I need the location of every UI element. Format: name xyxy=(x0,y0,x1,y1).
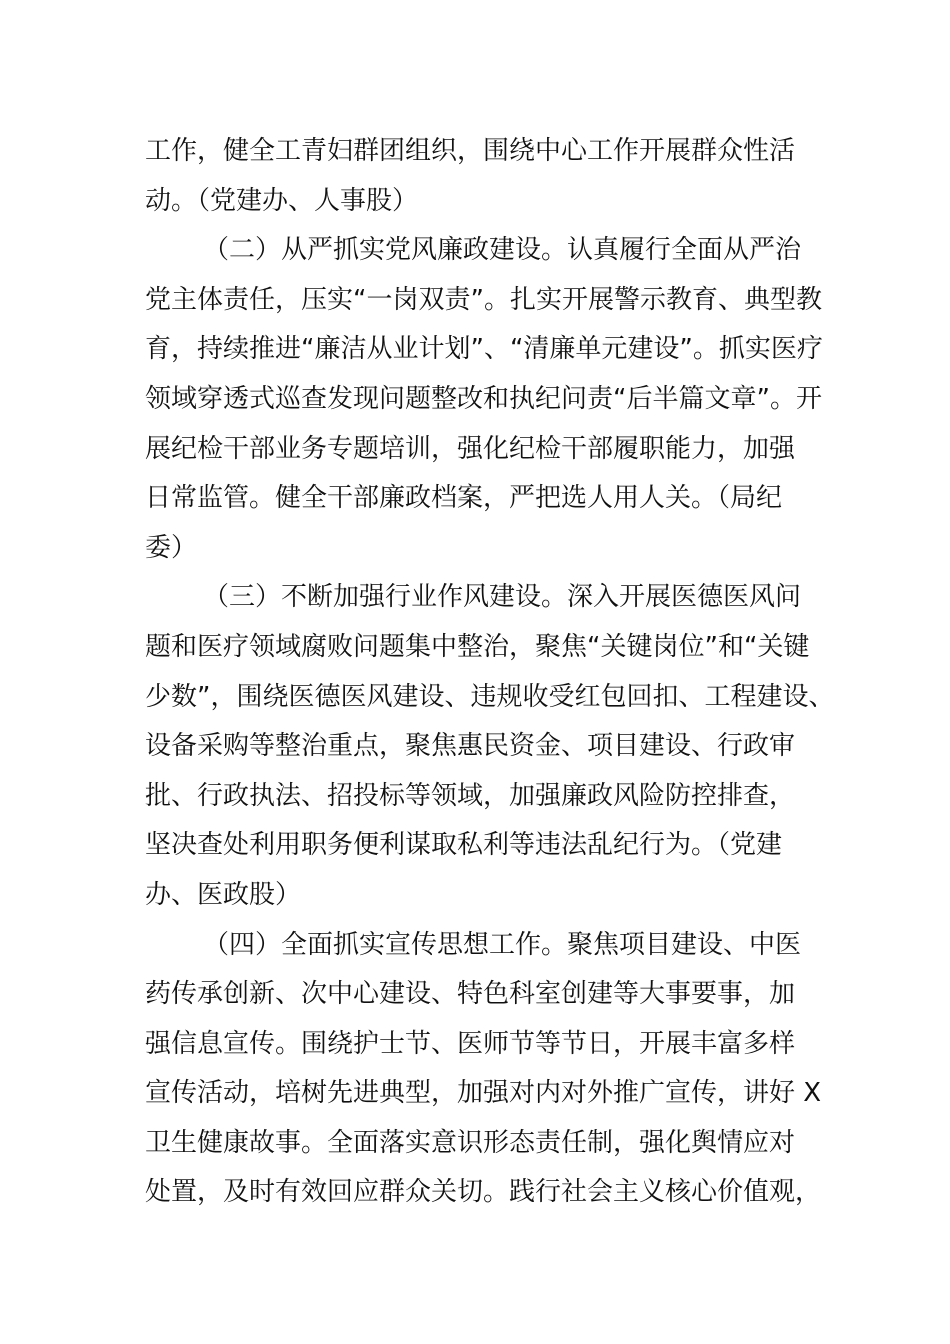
text-line: 委） xyxy=(145,532,198,563)
section-heading-line: （四）全面抓实宣传思想工作。聚焦项目建设、中医 xyxy=(203,929,802,960)
text-line: 宣传活动，培树先进典型，加强对内对外推广宣传，讲好 X xyxy=(145,1078,822,1109)
text-line: 展纪检干部业务专题培训，强化纪检干部履职能力，加强 xyxy=(145,433,796,464)
text-line: 党主体责任，压实“一岗双责”。扎实开展警示教育、典型教 xyxy=(145,284,822,315)
text-line: 处置，及时有效回应群众关切。践行社会主义核心价值观， xyxy=(145,1177,822,1208)
text-line: 工作，健全工青妇群团组织，围绕中心工作开展群众性活 xyxy=(145,136,796,166)
text-line: 坚决查处利用职务便利谋取私利等违法乱纪行为。（党建 xyxy=(145,830,783,861)
text-line: 日常监管。健全干部廉政档案，严把选人用人关。（局纪 xyxy=(145,483,783,514)
text-line: 药传承创新、次中心建设、特色科室创建等大事要事，加 xyxy=(145,979,796,1010)
text-line: 育，持续推进“廉洁从业计划”、“清廉单元建设”。抓实医疗 xyxy=(145,334,823,365)
section-heading-line: （二）从严抓实党风廉政建设。认真履行全面从严治 xyxy=(203,235,802,266)
text-line: 设备采购等整治重点，聚焦惠民资金、项目建设、行政审 xyxy=(145,731,796,762)
text-line: 少数”，围绕医德医风建设、违规收受红包回扣、工程建设、 xyxy=(145,681,835,712)
text-line: 动。（党建办、人事股） xyxy=(145,185,419,216)
document-body xyxy=(145,127,835,1218)
text-line: 领域穿透式巡查发现问题整改和执纪问责“后半篇文章”。开 xyxy=(145,383,822,414)
text-line: 强信息宣传。围绕护士节、医师节等节日，开展丰富多样 xyxy=(145,1028,796,1059)
text-line: 批、行政执法、招投标等领域，加强廉政风险防控排查， xyxy=(145,780,796,811)
section-heading-line: （三）不断加强行业作风建设。深入开展医德医风问 xyxy=(203,582,802,613)
text-line: 卫生健康故事。全面落实意识形态责任制，强化舆情应对 xyxy=(145,1127,796,1158)
text-line: 办、医政股） xyxy=(145,879,302,910)
text-line: 题和医疗领域腐败问题集中整治，聚焦“关键岗位”和“关键 xyxy=(145,631,810,662)
